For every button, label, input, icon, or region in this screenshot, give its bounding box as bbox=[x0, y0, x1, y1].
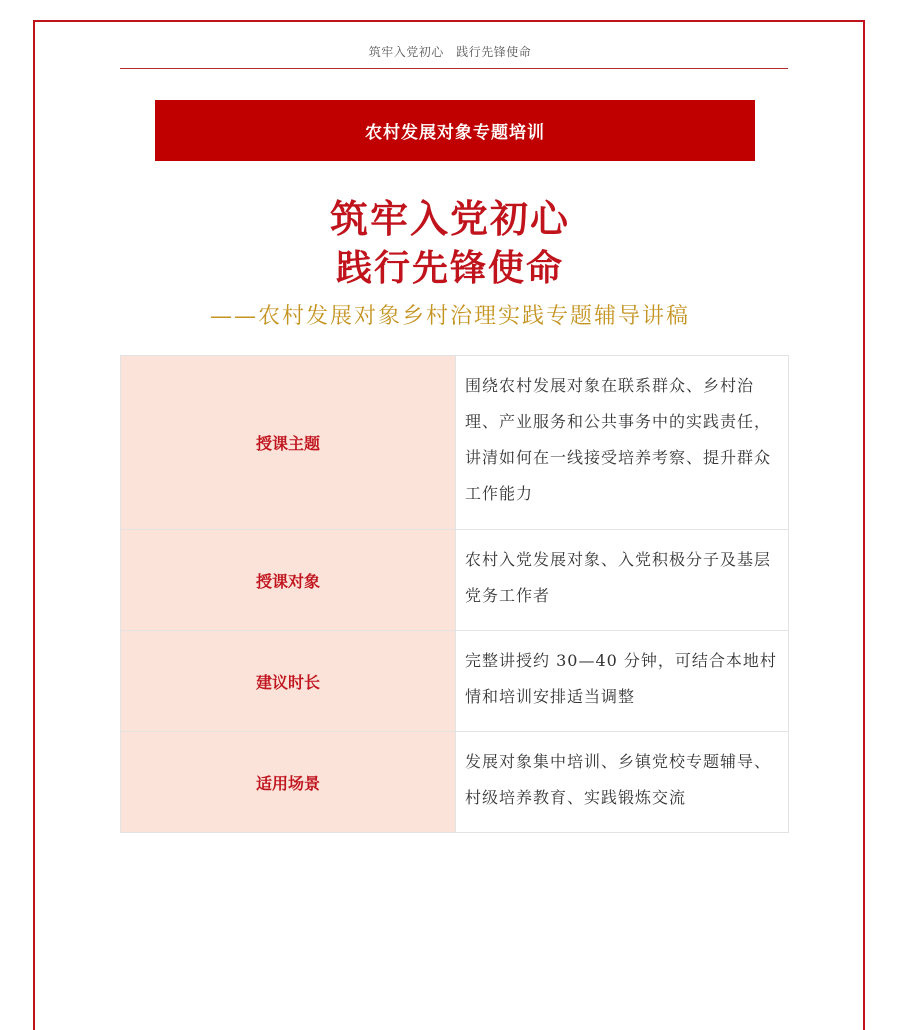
row-value-scenario: 发展对象集中培训、乡镇党校专题辅导、村级培养教育、实践锻炼交流 bbox=[456, 732, 789, 833]
row-value-duration: 完整讲授约 30—40 分钟，可结合本地村情和培训安排适当调整 bbox=[456, 631, 789, 732]
main-title-line-2: 践行先锋使命 bbox=[335, 248, 564, 289]
running-header: 筑牢入党初心 践行先锋使命 bbox=[368, 45, 532, 59]
row-label-audience: 授课对象 bbox=[121, 530, 456, 631]
row-value-topic: 围绕农村发展对象在联系群众、乡村治理、产业服务和公共事务中的实践责任，讲清如何在一线接受培养考察、提升群众工作能力 bbox=[456, 356, 789, 530]
table-row bbox=[121, 356, 789, 530]
banner-label: 农村发展对象专题培训 bbox=[365, 123, 545, 143]
header-divider bbox=[120, 68, 788, 69]
row-label-duration: 建议时长 bbox=[121, 631, 456, 732]
course-info-table bbox=[120, 355, 789, 833]
row-value-audience: 农村入党发展对象、入党积极分子及基层党务工作者 bbox=[456, 530, 789, 631]
table-row bbox=[121, 530, 789, 631]
main-title-line-1: 筑牢入党初心 bbox=[329, 197, 570, 241]
row-label-topic: 授课主题 bbox=[121, 356, 456, 530]
table-row bbox=[121, 732, 789, 833]
table-row bbox=[121, 631, 789, 732]
training-banner bbox=[155, 100, 755, 161]
subtitle: ——农村发展对象乡村治理实践专题辅导讲稿 bbox=[209, 304, 690, 329]
row-label-scenario: 适用场景 bbox=[121, 732, 456, 833]
